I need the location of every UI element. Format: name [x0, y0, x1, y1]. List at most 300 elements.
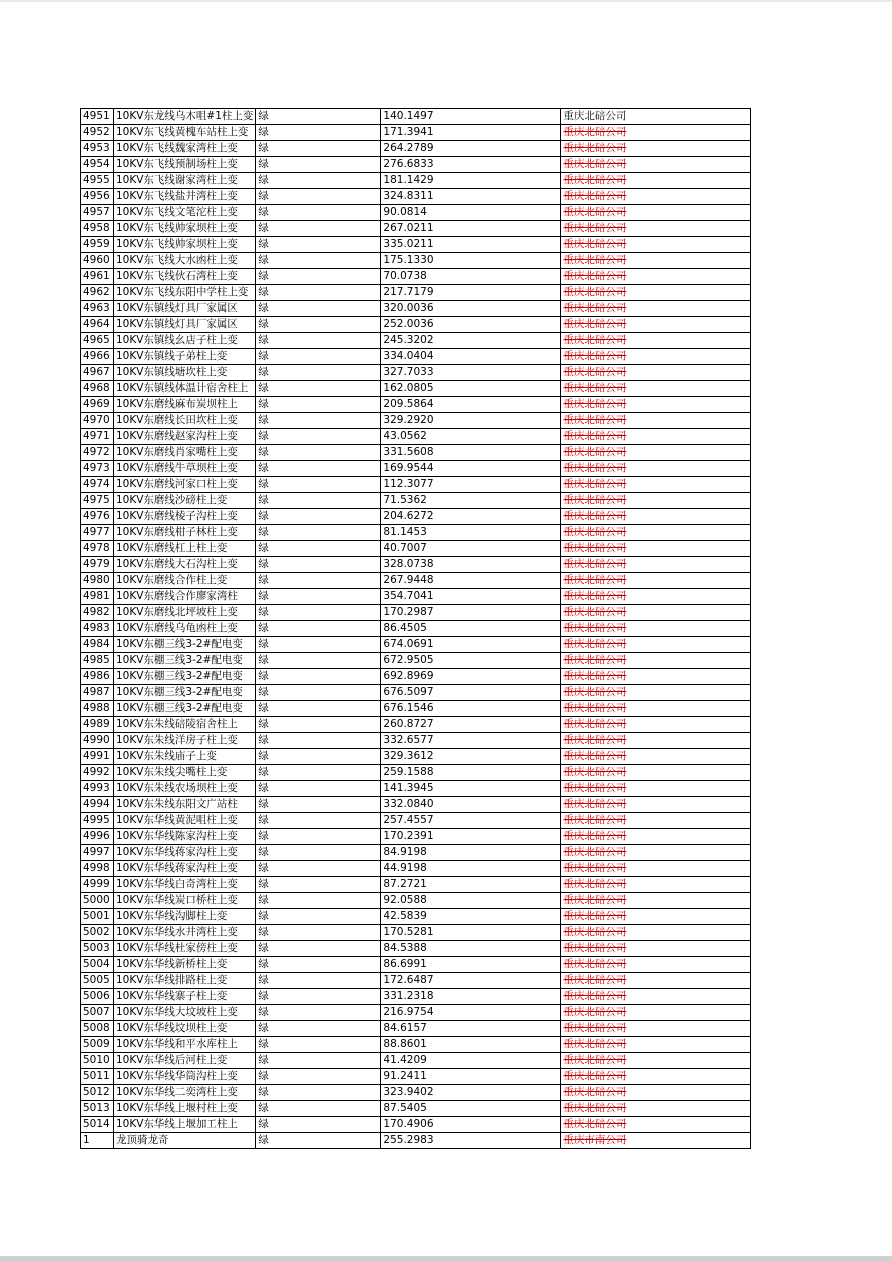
- cell-value[interactable]: 91.2411: [381, 1069, 561, 1085]
- cell-company[interactable]: 重庆北碚公司: [561, 285, 751, 301]
- cell-value[interactable]: 71.5362: [381, 493, 561, 509]
- cell-row-id[interactable]: 4964: [81, 317, 114, 333]
- cell-status[interactable]: 绿: [256, 685, 381, 701]
- cell-row-id[interactable]: 1: [81, 1133, 114, 1149]
- cell-feeder-name[interactable]: 10KV东华线炭口桥柱上变: [114, 893, 256, 909]
- cell-company[interactable]: 重庆北碚公司: [561, 717, 751, 733]
- cell-company[interactable]: 重庆北碚公司: [561, 125, 751, 141]
- cell-row-id[interactable]: 4969: [81, 397, 114, 413]
- cell-status[interactable]: 绿: [256, 125, 381, 141]
- cell-value[interactable]: 170.4906: [381, 1117, 561, 1133]
- cell-feeder-name[interactable]: 10KV东华线蒋家沟柱上变: [114, 861, 256, 877]
- cell-status[interactable]: 绿: [256, 349, 381, 365]
- cell-feeder-name[interactable]: 10KV东华线寨子柱上变: [114, 989, 256, 1005]
- cell-status[interactable]: 绿: [256, 445, 381, 461]
- cell-feeder-name[interactable]: 10KV东朱线洋房子柱上变: [114, 733, 256, 749]
- cell-feeder-name[interactable]: 10KV东华线蒋家沟柱上变: [114, 845, 256, 861]
- cell-feeder-name[interactable]: 10KV东飞线黄槐车站柱上变: [114, 125, 256, 141]
- cell-feeder-name[interactable]: 10KV东华线沟脚柱上变: [114, 909, 256, 925]
- cell-status[interactable]: 绿: [256, 477, 381, 493]
- cell-company[interactable]: 重庆北碚公司: [561, 893, 751, 909]
- cell-value[interactable]: 181.1429: [381, 173, 561, 189]
- cell-status[interactable]: 绿: [256, 941, 381, 957]
- cell-feeder-name[interactable]: 10KV东朱线农场坝柱上变: [114, 781, 256, 797]
- cell-value[interactable]: 112.3077: [381, 477, 561, 493]
- cell-row-id[interactable]: 4957: [81, 205, 114, 221]
- cell-row-id[interactable]: 4981: [81, 589, 114, 605]
- cell-company[interactable]: 重庆北碚公司: [561, 1069, 751, 1085]
- cell-value[interactable]: 171.3941: [381, 125, 561, 141]
- cell-company[interactable]: 重庆北碚公司: [561, 845, 751, 861]
- cell-feeder-name[interactable]: 10KV东飞线谢家湾柱上变: [114, 173, 256, 189]
- cell-status[interactable]: 绿: [256, 669, 381, 685]
- cell-company[interactable]: 重庆北碚公司: [561, 525, 751, 541]
- cell-status[interactable]: 绿: [256, 1053, 381, 1069]
- cell-company[interactable]: 重庆北碚公司: [561, 381, 751, 397]
- cell-value[interactable]: 92.0588: [381, 893, 561, 909]
- cell-value[interactable]: 324.8311: [381, 189, 561, 205]
- cell-status[interactable]: 绿: [256, 797, 381, 813]
- cell-company[interactable]: 重庆北碚公司: [561, 317, 751, 333]
- cell-status[interactable]: 绿: [256, 173, 381, 189]
- cell-row-id[interactable]: 4972: [81, 445, 114, 461]
- cell-row-id[interactable]: 4993: [81, 781, 114, 797]
- cell-value[interactable]: 170.2391: [381, 829, 561, 845]
- cell-value[interactable]: 331.2318: [381, 989, 561, 1005]
- cell-company[interactable]: 重庆北碚公司: [561, 781, 751, 797]
- cell-row-id[interactable]: 4954: [81, 157, 114, 173]
- cell-value[interactable]: 260.8727: [381, 717, 561, 733]
- cell-status[interactable]: 绿: [256, 509, 381, 525]
- cell-row-id[interactable]: 4959: [81, 237, 114, 253]
- cell-status[interactable]: 绿: [256, 109, 381, 125]
- cell-company[interactable]: 重庆北碚公司: [561, 973, 751, 989]
- cell-value[interactable]: 204.6272: [381, 509, 561, 525]
- cell-status[interactable]: 绿: [256, 1101, 381, 1117]
- cell-status[interactable]: 绿: [256, 1069, 381, 1085]
- cell-company[interactable]: 重庆北碚公司: [561, 541, 751, 557]
- cell-status[interactable]: 绿: [256, 397, 381, 413]
- cell-status[interactable]: 绿: [256, 1037, 381, 1053]
- cell-company[interactable]: 重庆北碚公司: [561, 301, 751, 317]
- cell-company[interactable]: 重庆北碚公司: [561, 957, 751, 973]
- cell-company[interactable]: 重庆北碚公司: [561, 397, 751, 413]
- cell-row-id[interactable]: 4960: [81, 253, 114, 269]
- cell-value[interactable]: 88.8601: [381, 1037, 561, 1053]
- cell-row-id[interactable]: 4962: [81, 285, 114, 301]
- cell-value[interactable]: 84.6157: [381, 1021, 561, 1037]
- cell-status[interactable]: 绿: [256, 381, 381, 397]
- cell-row-id[interactable]: 4983: [81, 621, 114, 637]
- cell-status[interactable]: 绿: [256, 525, 381, 541]
- cell-row-id[interactable]: 4996: [81, 829, 114, 845]
- cell-feeder-name[interactable]: 10KV东华线上堰村柱上变: [114, 1101, 256, 1117]
- cell-status[interactable]: 绿: [256, 365, 381, 381]
- cell-feeder-name[interactable]: 10KV东飞线东阳中学柱上变: [114, 285, 256, 301]
- cell-company[interactable]: 重庆北碚公司: [561, 349, 751, 365]
- cell-company[interactable]: 重庆北碚公司: [561, 573, 751, 589]
- cell-value[interactable]: 334.0404: [381, 349, 561, 365]
- cell-row-id[interactable]: 5010: [81, 1053, 114, 1069]
- cell-row-id[interactable]: 4977: [81, 525, 114, 541]
- cell-row-id[interactable]: 4953: [81, 141, 114, 157]
- cell-row-id[interactable]: 5000: [81, 893, 114, 909]
- cell-row-id[interactable]: 4975: [81, 493, 114, 509]
- cell-value[interactable]: 252.0036: [381, 317, 561, 333]
- cell-row-id[interactable]: 4999: [81, 877, 114, 893]
- cell-status[interactable]: 绿: [256, 493, 381, 509]
- cell-feeder-name[interactable]: 10KV东朱线庙子上变: [114, 749, 256, 765]
- cell-status[interactable]: 绿: [256, 285, 381, 301]
- cell-value[interactable]: 42.5839: [381, 909, 561, 925]
- cell-value[interactable]: 87.5405: [381, 1101, 561, 1117]
- cell-row-id[interactable]: 4970: [81, 413, 114, 429]
- cell-row-id[interactable]: 4986: [81, 669, 114, 685]
- cell-status[interactable]: 绿: [256, 717, 381, 733]
- cell-company[interactable]: 重庆北碚公司: [561, 989, 751, 1005]
- cell-status[interactable]: 绿: [256, 973, 381, 989]
- cell-company[interactable]: 重庆北碚公司: [561, 253, 751, 269]
- cell-value[interactable]: 264.2789: [381, 141, 561, 157]
- cell-feeder-name[interactable]: 10KV东磨线合作廖家湾柱: [114, 589, 256, 605]
- cell-row-id[interactable]: 4987: [81, 685, 114, 701]
- cell-status[interactable]: 绿: [256, 749, 381, 765]
- cell-row-id[interactable]: 4991: [81, 749, 114, 765]
- cell-row-id[interactable]: 4951: [81, 109, 114, 125]
- cell-feeder-name[interactable]: 10KV东华线水井湾柱上变: [114, 925, 256, 941]
- cell-company[interactable]: 重庆北碚公司: [561, 221, 751, 237]
- cell-company[interactable]: 重庆北碚公司: [561, 1085, 751, 1101]
- cell-status[interactable]: 绿: [256, 253, 381, 269]
- cell-company[interactable]: 重庆北碚公司: [561, 557, 751, 573]
- cell-value[interactable]: 140.1497: [381, 109, 561, 125]
- cell-value[interactable]: 216.9754: [381, 1005, 561, 1021]
- cell-feeder-name[interactable]: 10KV东磨线牛草坝柱上变: [114, 461, 256, 477]
- cell-feeder-name[interactable]: 10KV东华线新桥柱上变: [114, 957, 256, 973]
- cell-company[interactable]: 重庆北碚公司: [561, 461, 751, 477]
- cell-company[interactable]: 重庆北碚公司: [561, 621, 751, 637]
- cell-row-id[interactable]: 5002: [81, 925, 114, 941]
- cell-company[interactable]: 重庆北碚公司: [561, 1053, 751, 1069]
- cell-row-id[interactable]: 5001: [81, 909, 114, 925]
- cell-status[interactable]: 绿: [256, 733, 381, 749]
- cell-feeder-name[interactable]: 10KV东华线华筒沟柱上变: [114, 1069, 256, 1085]
- cell-feeder-name[interactable]: 10KV东华线坟坝柱上变: [114, 1021, 256, 1037]
- cell-value[interactable]: 323.9402: [381, 1085, 561, 1101]
- cell-row-id[interactable]: 4958: [81, 221, 114, 237]
- cell-company[interactable]: 重庆北碚公司: [561, 493, 751, 509]
- cell-value[interactable]: 41.4209: [381, 1053, 561, 1069]
- cell-status[interactable]: 绿: [256, 333, 381, 349]
- cell-status[interactable]: 绿: [256, 461, 381, 477]
- cell-company[interactable]: 重庆北碚公司: [561, 605, 751, 621]
- cell-row-id[interactable]: 4985: [81, 653, 114, 669]
- cell-feeder-name[interactable]: 10KV东镇线塘坎柱上变: [114, 365, 256, 381]
- cell-value[interactable]: 84.9198: [381, 845, 561, 861]
- cell-company[interactable]: 重庆北碚公司: [561, 797, 751, 813]
- cell-row-id[interactable]: 4989: [81, 717, 114, 733]
- cell-status[interactable]: 绿: [256, 701, 381, 717]
- cell-value[interactable]: 255.2983: [381, 1133, 561, 1149]
- cell-value[interactable]: 267.0211: [381, 221, 561, 237]
- cell-feeder-name[interactable]: 龙顶骑龙奇: [114, 1133, 256, 1149]
- cell-status[interactable]: 绿: [256, 141, 381, 157]
- cell-company[interactable]: 重庆北碚公司: [561, 589, 751, 605]
- cell-feeder-name[interactable]: 10KV东磨线乌龟凼柱上变: [114, 621, 256, 637]
- cell-status[interactable]: 绿: [256, 605, 381, 621]
- cell-row-id[interactable]: 5012: [81, 1085, 114, 1101]
- cell-company[interactable]: 重庆北碚公司: [561, 749, 751, 765]
- cell-status[interactable]: 绿: [256, 189, 381, 205]
- cell-value[interactable]: 676.1546: [381, 701, 561, 717]
- cell-value[interactable]: 141.3945: [381, 781, 561, 797]
- cell-feeder-name[interactable]: 10KV东棚三线3-2#配电变: [114, 701, 256, 717]
- cell-value[interactable]: 692.8969: [381, 669, 561, 685]
- cell-value[interactable]: 672.9505: [381, 653, 561, 669]
- cell-status[interactable]: 绿: [256, 157, 381, 173]
- cell-feeder-name[interactable]: 10KV东磨线棱子沟柱上变: [114, 509, 256, 525]
- cell-value[interactable]: 332.0840: [381, 797, 561, 813]
- cell-feeder-name[interactable]: 10KV东镇线灯具厂家属区: [114, 317, 256, 333]
- cell-value[interactable]: 245.3202: [381, 333, 561, 349]
- cell-company[interactable]: 重庆北碚公司: [561, 637, 751, 653]
- cell-company[interactable]: 重庆北碚公司: [561, 813, 751, 829]
- cell-status[interactable]: 绿: [256, 557, 381, 573]
- cell-company[interactable]: 重庆北碚公司: [561, 685, 751, 701]
- cell-feeder-name[interactable]: 10KV东朱线东阳文广站柱: [114, 797, 256, 813]
- cell-feeder-name[interactable]: 10KV东华线大坟坡柱上变: [114, 1005, 256, 1021]
- cell-row-id[interactable]: 4976: [81, 509, 114, 525]
- cell-value[interactable]: 84.5388: [381, 941, 561, 957]
- cell-feeder-name[interactable]: 10KV东镇线幺店子柱上变: [114, 333, 256, 349]
- cell-value[interactable]: 43.0562: [381, 429, 561, 445]
- cell-company[interactable]: 重庆北碚公司: [561, 429, 751, 445]
- cell-value[interactable]: 676.5097: [381, 685, 561, 701]
- cell-row-id[interactable]: 4968: [81, 381, 114, 397]
- cell-row-id[interactable]: 5007: [81, 1005, 114, 1021]
- cell-status[interactable]: 绿: [256, 845, 381, 861]
- cell-company[interactable]: 重庆北碚公司: [561, 653, 751, 669]
- cell-row-id[interactable]: 4988: [81, 701, 114, 717]
- cell-company[interactable]: 重庆北碚公司: [561, 173, 751, 189]
- cell-feeder-name[interactable]: 10KV东飞线文笔沱柱上变: [114, 205, 256, 221]
- cell-company[interactable]: 重庆北碚公司: [561, 1037, 751, 1053]
- cell-value[interactable]: 276.6833: [381, 157, 561, 173]
- cell-value[interactable]: 81.1453: [381, 525, 561, 541]
- cell-value[interactable]: 172.6487: [381, 973, 561, 989]
- cell-value[interactable]: 169.9544: [381, 461, 561, 477]
- cell-value[interactable]: 86.6991: [381, 957, 561, 973]
- cell-feeder-name[interactable]: 10KV东磨线长田坎柱上变: [114, 413, 256, 429]
- cell-value[interactable]: 257.4557: [381, 813, 561, 829]
- cell-feeder-name[interactable]: 10KV东磨线北坪坡柱上变: [114, 605, 256, 621]
- cell-value[interactable]: 329.2920: [381, 413, 561, 429]
- cell-value[interactable]: 335.0211: [381, 237, 561, 253]
- cell-company[interactable]: 重庆北碚公司: [561, 829, 751, 845]
- cell-status[interactable]: 绿: [256, 637, 381, 653]
- cell-value[interactable]: 674.0691: [381, 637, 561, 653]
- cell-status[interactable]: 绿: [256, 429, 381, 445]
- cell-row-id[interactable]: 4992: [81, 765, 114, 781]
- cell-company[interactable]: 重庆北碚公司: [561, 413, 751, 429]
- cell-status[interactable]: 绿: [256, 765, 381, 781]
- cell-value[interactable]: 175.1330: [381, 253, 561, 269]
- cell-row-id[interactable]: 4956: [81, 189, 114, 205]
- cell-value[interactable]: 354.7041: [381, 589, 561, 605]
- cell-feeder-name[interactable]: 10KV东磨线赵家沟柱上变: [114, 429, 256, 445]
- cell-feeder-name[interactable]: 10KV东镇线体温计宿舍柱上: [114, 381, 256, 397]
- cell-value[interactable]: 217.7179: [381, 285, 561, 301]
- cell-company[interactable]: 重庆北碚公司: [561, 141, 751, 157]
- cell-company[interactable]: 重庆北碚公司: [561, 765, 751, 781]
- cell-value[interactable]: 40.7007: [381, 541, 561, 557]
- cell-company[interactable]: 重庆北碚公司: [561, 1101, 751, 1117]
- cell-company[interactable]: 重庆北碚公司: [561, 189, 751, 205]
- cell-row-id[interactable]: 5003: [81, 941, 114, 957]
- cell-value[interactable]: 209.5864: [381, 397, 561, 413]
- cell-value[interactable]: 170.2987: [381, 605, 561, 621]
- cell-row-id[interactable]: 4979: [81, 557, 114, 573]
- cell-company[interactable]: 重庆北碚公司: [561, 269, 751, 285]
- cell-row-id[interactable]: 4955: [81, 173, 114, 189]
- cell-status[interactable]: 绿: [256, 909, 381, 925]
- cell-row-id[interactable]: 4978: [81, 541, 114, 557]
- cell-row-id[interactable]: 4967: [81, 365, 114, 381]
- cell-feeder-name[interactable]: 10KV东华线上堰加工柱上: [114, 1117, 256, 1133]
- cell-feeder-name[interactable]: 10KV东磨线合作柱上变: [114, 573, 256, 589]
- cell-feeder-name[interactable]: 10KV东华线排路柱上变: [114, 973, 256, 989]
- cell-company[interactable]: 重庆北碚公司: [561, 109, 751, 125]
- cell-feeder-name[interactable]: 10KV东华线和平水库柱上: [114, 1037, 256, 1053]
- cell-feeder-name[interactable]: 10KV东华线陈家沟柱上变: [114, 829, 256, 845]
- cell-value[interactable]: 170.5281: [381, 925, 561, 941]
- cell-feeder-name[interactable]: 10KV东飞线大水凼柱上变: [114, 253, 256, 269]
- cell-status[interactable]: 绿: [256, 925, 381, 941]
- cell-value[interactable]: 327.7033: [381, 365, 561, 381]
- cell-feeder-name[interactable]: 10KV东飞线帅家坝柱上变: [114, 237, 256, 253]
- cell-company[interactable]: 重庆北碚公司: [561, 205, 751, 221]
- cell-company[interactable]: 重庆北碚公司: [561, 1117, 751, 1133]
- cell-feeder-name[interactable]: 10KV东华线后河柱上变: [114, 1053, 256, 1069]
- cell-status[interactable]: 绿: [256, 1117, 381, 1133]
- cell-status[interactable]: 绿: [256, 877, 381, 893]
- cell-feeder-name[interactable]: 10KV东朱线尖嘴柱上变: [114, 765, 256, 781]
- cell-company[interactable]: 重庆北碚公司: [561, 333, 751, 349]
- cell-status[interactable]: 绿: [256, 621, 381, 637]
- cell-feeder-name[interactable]: 10KV东飞线盐井湾柱上变: [114, 189, 256, 205]
- cell-feeder-name[interactable]: 10KV东磨线杠上柱上变: [114, 541, 256, 557]
- cell-row-id[interactable]: 4998: [81, 861, 114, 877]
- cell-company[interactable]: 重庆北碚公司: [561, 877, 751, 893]
- cell-company[interactable]: 重庆北碚公司: [561, 909, 751, 925]
- cell-company[interactable]: 重庆北碚公司: [561, 1021, 751, 1037]
- cell-feeder-name[interactable]: 10KV东华线二奕湾柱上变: [114, 1085, 256, 1101]
- cell-company[interactable]: 重庆北碚公司: [561, 941, 751, 957]
- cell-row-id[interactable]: 5005: [81, 973, 114, 989]
- cell-feeder-name[interactable]: 10KV东棚三线3-2#配电变: [114, 669, 256, 685]
- cell-value[interactable]: 328.0738: [381, 557, 561, 573]
- cell-row-id[interactable]: 4984: [81, 637, 114, 653]
- cell-feeder-name[interactable]: 10KV东磨线麻布炭坝柱上: [114, 397, 256, 413]
- cell-row-id[interactable]: 4965: [81, 333, 114, 349]
- cell-status[interactable]: 绿: [256, 589, 381, 605]
- cell-status[interactable]: 绿: [256, 813, 381, 829]
- cell-status[interactable]: 绿: [256, 1085, 381, 1101]
- cell-value[interactable]: 259.1588: [381, 765, 561, 781]
- cell-row-id[interactable]: 5009: [81, 1037, 114, 1053]
- cell-status[interactable]: 绿: [256, 301, 381, 317]
- cell-feeder-name[interactable]: 10KV东磨线河家口柱上变: [114, 477, 256, 493]
- cell-feeder-name[interactable]: 10KV东磨线柑子林柱上变: [114, 525, 256, 541]
- cell-feeder-name[interactable]: 10KV东棚三线3-2#配电变: [114, 653, 256, 669]
- cell-row-id[interactable]: 5008: [81, 1021, 114, 1037]
- cell-row-id[interactable]: 4971: [81, 429, 114, 445]
- cell-feeder-name[interactable]: 10KV东磨线肖家嘴柱上变: [114, 445, 256, 461]
- cell-value[interactable]: 162.0805: [381, 381, 561, 397]
- cell-status[interactable]: 绿: [256, 861, 381, 877]
- cell-company[interactable]: 重庆北碚公司: [561, 1005, 751, 1021]
- cell-row-id[interactable]: 4994: [81, 797, 114, 813]
- cell-status[interactable]: 绿: [256, 317, 381, 333]
- cell-row-id[interactable]: 4963: [81, 301, 114, 317]
- cell-status[interactable]: 绿: [256, 221, 381, 237]
- cell-row-id[interactable]: 5014: [81, 1117, 114, 1133]
- cell-row-id[interactable]: 4966: [81, 349, 114, 365]
- cell-feeder-name[interactable]: 10KV东磨线大石沟柱上变: [114, 557, 256, 573]
- cell-row-id[interactable]: 4974: [81, 477, 114, 493]
- cell-value[interactable]: 44.9198: [381, 861, 561, 877]
- cell-feeder-name[interactable]: 10KV东磨线沙磅柱上变: [114, 493, 256, 509]
- cell-status[interactable]: 绿: [256, 829, 381, 845]
- cell-feeder-name[interactable]: 10KV东飞线伙石湾柱上变: [114, 269, 256, 285]
- cell-status[interactable]: 绿: [256, 989, 381, 1005]
- cell-value[interactable]: 331.5608: [381, 445, 561, 461]
- cell-status[interactable]: 绿: [256, 237, 381, 253]
- cell-company[interactable]: 重庆北碚公司: [561, 157, 751, 173]
- cell-company[interactable]: 重庆北碚公司: [561, 237, 751, 253]
- cell-feeder-name[interactable]: 10KV东镇线子弟柱上变: [114, 349, 256, 365]
- cell-value[interactable]: 90.0814: [381, 205, 561, 221]
- cell-status[interactable]: 绿: [256, 541, 381, 557]
- cell-row-id[interactable]: 4990: [81, 733, 114, 749]
- cell-row-id[interactable]: 5011: [81, 1069, 114, 1085]
- cell-feeder-name[interactable]: 10KV东飞线魏家湾柱上变: [114, 141, 256, 157]
- cell-company[interactable]: 重庆北碚公司: [561, 365, 751, 381]
- cell-row-id[interactable]: 4952: [81, 125, 114, 141]
- cell-feeder-name[interactable]: 10KV东龙线乌木咀#1柱上变: [114, 109, 256, 125]
- cell-status[interactable]: 绿: [256, 893, 381, 909]
- cell-company[interactable]: 重庆北碚公司: [561, 861, 751, 877]
- cell-status[interactable]: 绿: [256, 205, 381, 221]
- cell-row-id[interactable]: 4980: [81, 573, 114, 589]
- cell-feeder-name[interactable]: 10KV东华线黄泥咀柱上变: [114, 813, 256, 829]
- cell-status[interactable]: 绿: [256, 1005, 381, 1021]
- cell-company[interactable]: 重庆北碚公司: [561, 925, 751, 941]
- cell-company[interactable]: 重庆北碚公司: [561, 733, 751, 749]
- cell-value[interactable]: 87.2721: [381, 877, 561, 893]
- cell-value[interactable]: 320.0036: [381, 301, 561, 317]
- cell-row-id[interactable]: 4997: [81, 845, 114, 861]
- cell-company[interactable]: 重庆北碚公司: [561, 477, 751, 493]
- cell-value[interactable]: 332.6577: [381, 733, 561, 749]
- cell-status[interactable]: 绿: [256, 653, 381, 669]
- cell-row-id[interactable]: 4995: [81, 813, 114, 829]
- cell-status[interactable]: 绿: [256, 1133, 381, 1149]
- cell-status[interactable]: 绿: [256, 413, 381, 429]
- cell-value[interactable]: 329.3612: [381, 749, 561, 765]
- cell-feeder-name[interactable]: 10KV东飞线帅家坝柱上变: [114, 221, 256, 237]
- cell-feeder-name[interactable]: 10KV东镇线灯具厂家属区: [114, 301, 256, 317]
